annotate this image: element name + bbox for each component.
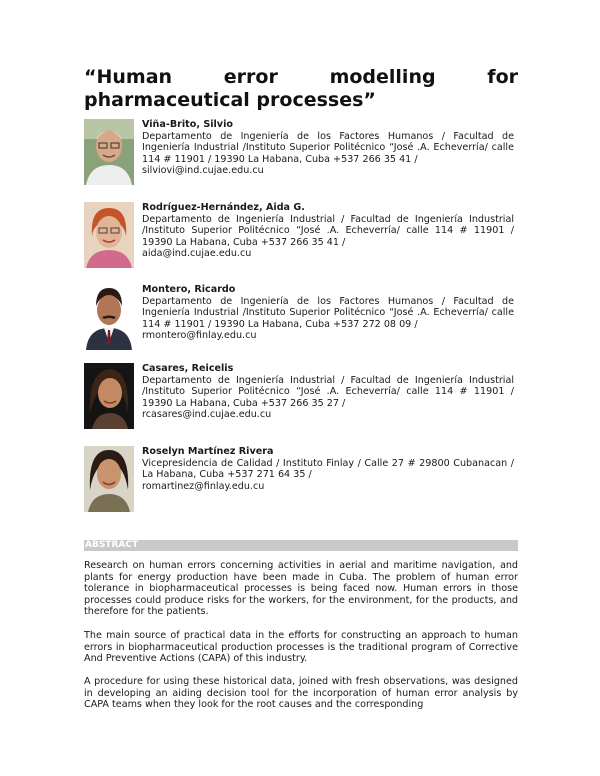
author-affiliation: Vicepresidencia de Calidad / Instituto Finlay / Calle 27 # 29800 Cubanacan / La Habana, Cuba +537 271 64 35 / [142,457,514,481]
author-name: Rodríguez-Hernández, Aida G. [142,202,305,213]
abstract-heading-bar [84,540,518,551]
author-block [84,446,516,518]
paper-title [84,66,518,112]
abstract-paragraph: The main source of practical data in the efforts for constructing an approach to human errors in biopharmaceutical production processes is the traditional program of Corrective And Preventive Actions (CAPA) of this industry. [84,630,518,665]
title-word: “Human [84,66,173,88]
author-photo [84,363,134,429]
author-name: Casares, Reicelis [142,363,234,374]
author-affiliation: Departamento de Ingeniería Industrial / Facultad de Ingeniería Industrial /Instituto Superior Politécnico “José .A. Echeverría/ calle 114 # 11901 / 19390 La Habana, Cuba +537 266 35 27 / [142,374,514,409]
author-name: Montero, Ricardo [142,284,236,295]
author-name: Roselyn Martínez Rivera [142,446,274,457]
author-email[interactable]: rmontero@finlay.edu.cu [142,330,257,342]
author-name: Viña-Brito, Silvio [142,119,233,130]
author-affiliation: Departamento de Ingeniería de los Factores Humanos / Facultad de Ingeniería Industrial /Instituto Superior Politécnico “José .A. Echeverría/ calle 114 # 11901 / 19390 La Habana, Cuba +537 272 08 09 / [142,295,514,330]
title-word: modelling [329,66,436,88]
author-block [84,202,516,274]
author-photo [84,284,134,350]
abstract-paragraph: A procedure for using these historical data, joined with fresh observations, was designed in developing an aiding decision tool for the incorporation of human error analysis by CAPA teams when they look for the root causes and the corresponding [84,676,518,711]
author-photo [84,119,134,185]
author-photo [84,446,134,512]
author-email[interactable]: aida@ind.cujae.edu.cu [142,248,252,260]
author-affiliation: Departamento de Ingeniería Industrial / Facultad de Ingeniería Industrial /Instituto Superior Politécnico “José .A. Echeverría/ calle 114 # 11901 / 19390 La Habana, Cuba +537 266 35 41 / [142,213,514,248]
author-photo [84,202,134,268]
author-block [84,363,516,435]
title-line-2: pharmaceutical processes” [84,89,376,111]
abstract-heading: ABSTRACT [85,540,139,550]
abstract-paragraph: Research on human errors concerning activities in aerial and maritime navigation, and plants for energy production have been made in Cuba. The problem of human error tolerance in biopharmaceutical processes is being faced now. Human errors in those processes could produce risks for the workers, for the environment, for the products, and therefore for the patients. [84,560,518,618]
title-word: for [487,66,518,88]
author-affiliation: Departamento de Ingeniería de los Factores Humanos / Facultad de Ingeniería Industrial /Instituto Superior Politécnico “José .A. Echeverría/ calle 114 # 11901 / 19390 La Habana, Cuba +537 266 35 41 / [142,130,514,165]
author-email[interactable]: rcasares@ind.cujae.edu.cu [142,409,272,421]
title-word: error [223,66,278,88]
author-block [84,284,516,356]
author-email[interactable]: romartinez@finlay.edu.cu [142,480,265,492]
author-block [84,119,516,191]
author-email[interactable]: silviovi@ind.cujae.edu.cu [142,165,264,177]
